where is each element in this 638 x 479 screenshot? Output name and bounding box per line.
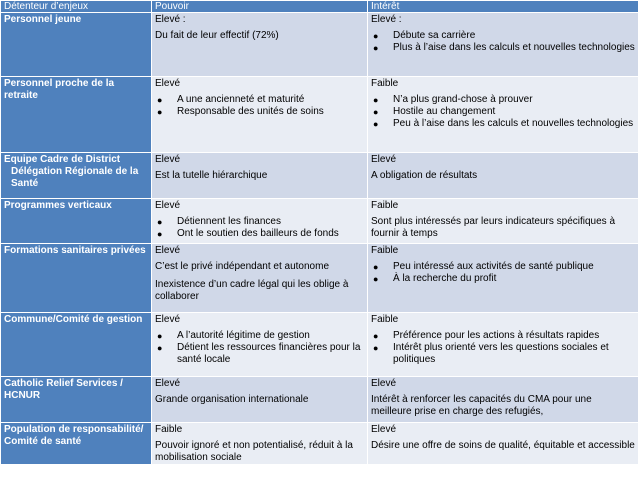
- interest-cell: [368, 244, 638, 313]
- table-row: [1, 423, 638, 465]
- stakeholder-cell: [1, 423, 152, 465]
- table-row: [1, 313, 638, 377]
- power-text: Grande organisation internationale: [155, 394, 309, 405]
- interest-level: Elevé: [371, 378, 397, 389]
- bullet-text: A l’autorité légitime de gestion: [177, 330, 310, 341]
- bullet-icon: ●: [373, 43, 379, 53]
- bullet-text: Détiennent les finances: [177, 216, 281, 227]
- list-item: [371, 330, 635, 342]
- power-cell: [152, 244, 368, 313]
- interest-cell: [368, 199, 638, 244]
- list-item: [155, 94, 364, 106]
- list-item: [155, 342, 364, 366]
- interest-text: Désire une offre de soins de qualité, équitable et accessible: [371, 440, 635, 451]
- list-item: [371, 342, 635, 366]
- interest-cell: [368, 77, 638, 153]
- stakeholder-cell: [1, 77, 152, 153]
- table-row: [1, 77, 638, 153]
- stakeholder-cell: [1, 244, 152, 313]
- table-row: [1, 377, 638, 423]
- list-item: [371, 273, 635, 285]
- bullet-icon: ●: [373, 31, 379, 41]
- power-bullet-list: [155, 216, 364, 240]
- power-text: Du fait de leur effectif (72%): [155, 30, 279, 41]
- power-cell: [152, 199, 368, 244]
- list-item: [371, 106, 635, 118]
- list-item: [155, 106, 364, 118]
- list-item: [155, 216, 364, 228]
- stakeholder-name: Programmes verticaux: [4, 200, 112, 211]
- table-row: [1, 244, 638, 313]
- bullet-icon: ●: [157, 95, 163, 105]
- interest-text: Sont plus intéressés par leurs indicateurs spécifiques à fournir à temps: [371, 216, 616, 239]
- bullet-text: Responsable des unités de soins: [177, 106, 324, 117]
- interest-level: Faible: [371, 78, 399, 89]
- interest-level: Faible: [371, 314, 399, 325]
- power-level: Elevé: [155, 314, 181, 325]
- power-level: Elevé: [155, 154, 181, 165]
- power-text: Est la tutelle hiérarchique: [155, 170, 268, 181]
- power-bullet-list: [155, 330, 364, 366]
- power-text: C’est le privé indépendant et autonome: [155, 261, 330, 272]
- power-bullet-list: [155, 94, 364, 118]
- bullet-icon: ●: [373, 331, 379, 341]
- bullet-icon: ●: [373, 107, 379, 117]
- power-level: Elevé :: [155, 14, 186, 25]
- power-cell: [152, 77, 368, 153]
- table-row: [1, 199, 638, 244]
- power-level: Elevé: [155, 78, 181, 89]
- stakeholder-cell: [1, 199, 152, 244]
- list-item: [371, 42, 635, 54]
- stakeholder-name: Population de responsabilité/ Comité de santé: [4, 424, 144, 447]
- power-cell: [152, 423, 368, 465]
- table-body: [1, 13, 638, 465]
- stakeholder-name: Personnel proche de la retraite: [4, 78, 115, 101]
- stakeholder-cell: [1, 377, 152, 423]
- bullet-text: Hostile au changement: [393, 106, 496, 117]
- list-item: [371, 94, 635, 106]
- bullet-icon: ●: [157, 229, 163, 239]
- interest-cell: [368, 13, 638, 77]
- bullet-text: À la recherche du profit: [393, 273, 497, 284]
- bullet-text: A une ancienneté et maturité: [177, 94, 305, 105]
- stakeholder-name: Formations sanitaires privées: [4, 245, 146, 256]
- stakeholder-name: Equipe Cadre de District: [4, 154, 121, 165]
- interest-cell: [368, 153, 638, 199]
- interest-bullet-list: [371, 330, 635, 366]
- header-power: Pouvoir: [152, 1, 368, 13]
- power-cell: [152, 313, 368, 377]
- bullet-icon: ●: [157, 331, 163, 341]
- bullet-icon: ●: [157, 343, 163, 353]
- power-text: Inexistence d’un cadre légal qui les oblige à collaborer: [155, 279, 349, 302]
- bullet-icon: ●: [373, 262, 379, 272]
- stakeholder-cell: [1, 13, 152, 77]
- stakeholder-name: Catholic Relief Services / HCNUR: [4, 378, 123, 401]
- power-text: Pouvoir ignoré et non potentialisé, réduit à la mobilisation sociale: [155, 440, 353, 463]
- power-cell: [152, 377, 368, 423]
- bullet-text: Préférence pour les actions à résultats rapides: [393, 330, 600, 341]
- bullet-icon: ●: [373, 95, 379, 105]
- bullet-text: Débute sa carrière: [393, 30, 476, 41]
- header-stakeholder: Détenteur d’enjeux: [1, 1, 152, 13]
- list-item: [155, 330, 364, 342]
- power-cell: [152, 13, 368, 77]
- interest-bullet-list: [371, 30, 635, 54]
- bullet-text: N’a plus grand-chose à prouver: [393, 94, 533, 105]
- bullet-icon: ●: [373, 343, 379, 353]
- table-header-row: [1, 1, 638, 13]
- list-item: [155, 228, 364, 240]
- bullet-text: Plus à l’aise dans les calculs et nouvelles technologies: [393, 42, 635, 53]
- list-item: [371, 261, 635, 273]
- stakeholder-cell: [1, 313, 152, 377]
- interest-cell: [368, 313, 638, 377]
- bullet-text: Détient les ressources financières pour la santé locale: [177, 342, 361, 365]
- bullet-icon: ●: [373, 119, 379, 129]
- interest-level: Elevé :: [371, 14, 402, 25]
- interest-text: Intérêt à renforcer les capacités du CMA pour une meilleure prise en charge des refugiés,: [371, 394, 592, 417]
- interest-level: Faible: [371, 245, 399, 256]
- interest-level: Elevé: [371, 154, 397, 165]
- bullet-text: Ont le soutien des bailleurs de fonds: [177, 228, 339, 239]
- interest-cell: [368, 423, 638, 465]
- stakeholder-name: Délégation Régionale de la Santé: [11, 166, 139, 189]
- stakeholder-name: Personnel jeune: [4, 14, 82, 25]
- interest-cell: [368, 377, 638, 423]
- bullet-icon: ●: [157, 217, 163, 227]
- power-level: Faible: [155, 424, 183, 435]
- table-row: [1, 153, 638, 199]
- interest-level: Elevé: [371, 424, 397, 435]
- interest-text: A obligation de résultats: [371, 170, 478, 181]
- interest-level: Faible: [371, 200, 399, 211]
- bullet-text: Intérêt plus orienté vers les questions sociales et politiques: [393, 342, 609, 365]
- stakeholder-name: Commune/Comité de gestion: [4, 314, 143, 325]
- power-cell: [152, 153, 368, 199]
- list-item: [371, 30, 635, 42]
- interest-bullet-list: [371, 94, 635, 130]
- bullet-text: Peu à l’aise dans les calculs et nouvelles technologies: [393, 118, 634, 129]
- power-level: Elevé: [155, 378, 181, 389]
- stakeholder-cell: [1, 153, 152, 199]
- power-level: Elevé: [155, 245, 181, 256]
- bullet-icon: ●: [373, 274, 379, 284]
- table-row: [1, 13, 638, 77]
- interest-bullet-list: [371, 261, 635, 285]
- list-item: [371, 118, 635, 130]
- bullet-icon: ●: [157, 107, 163, 117]
- header-interest: Intérêt: [368, 1, 638, 13]
- bullet-text: Peu intéressé aux activités de santé publique: [393, 261, 594, 272]
- power-level: Elevé: [155, 200, 181, 211]
